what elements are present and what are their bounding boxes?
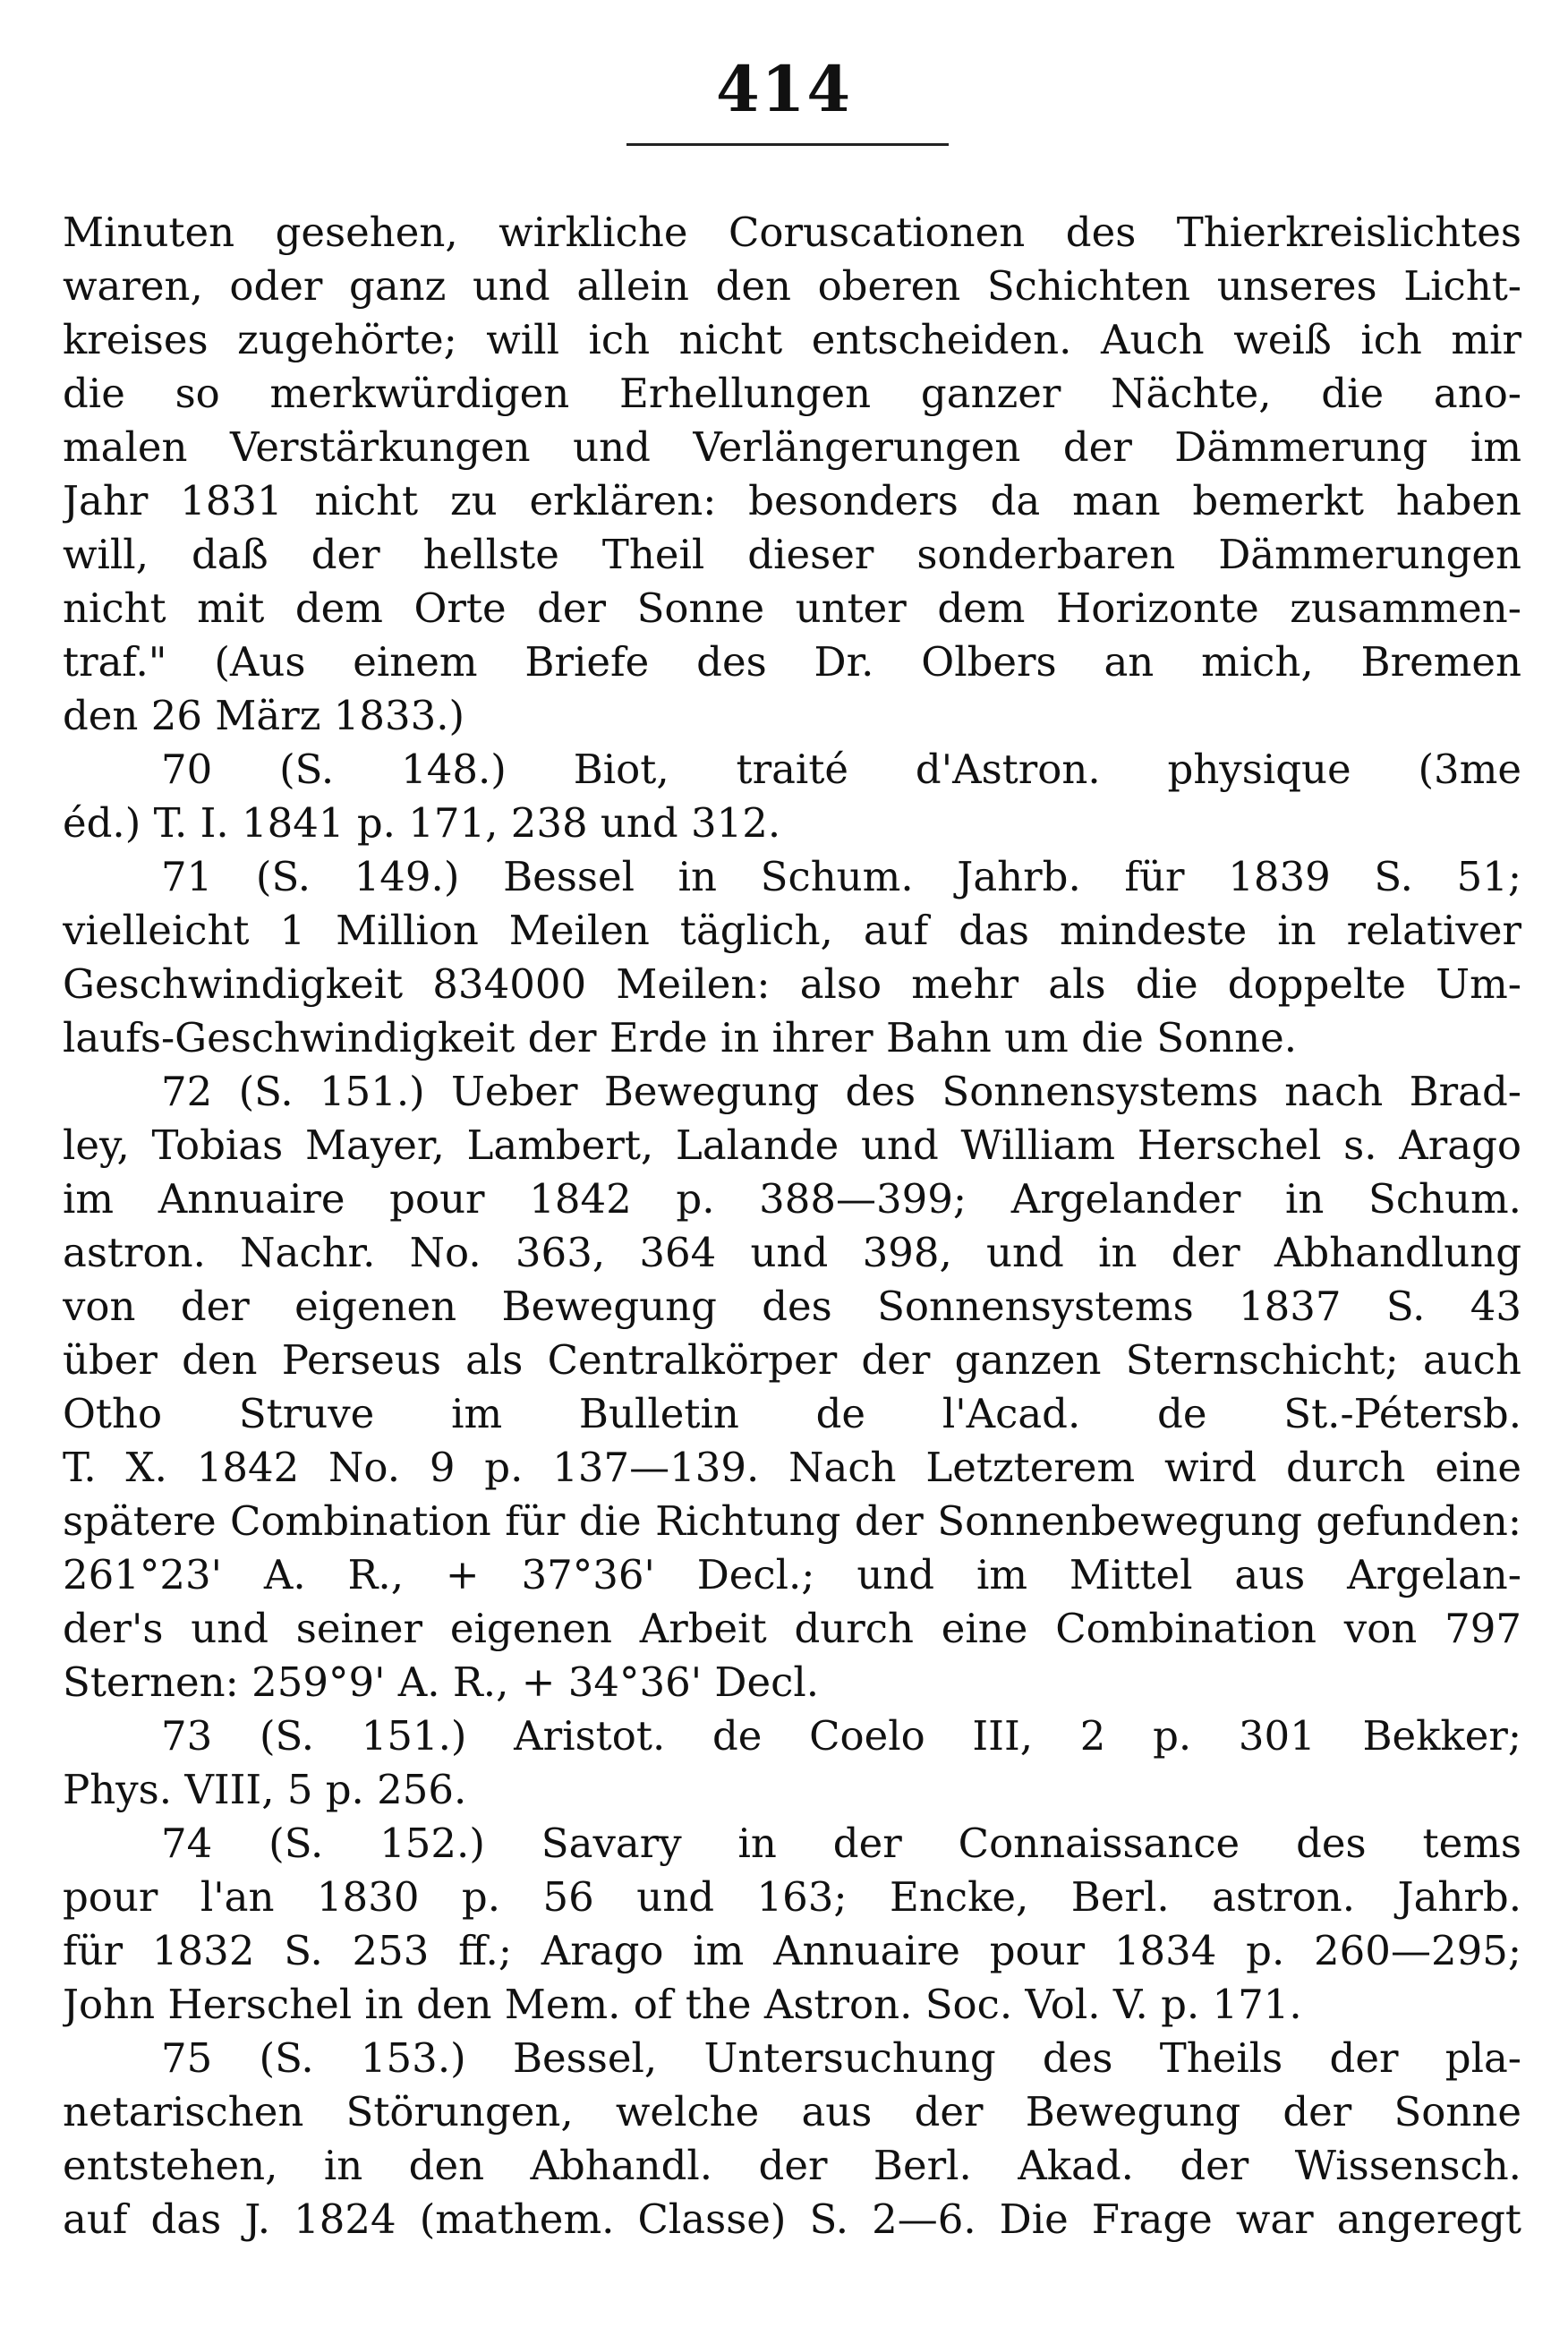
text-line: die so merkwürdigen Erhellungen ganzer Nächte, die ano-	[63, 370, 1521, 417]
page-number: 414	[715, 52, 853, 126]
text-line: malen Verstärkungen und Verlängerungen der Dämmerung im	[63, 423, 1521, 471]
text-line: Geschwindigkeit 834000 Meilen: also mehr als die doppelte Um-	[63, 960, 1521, 1008]
footnote-line: 72 (S. 151.) Ueber Bewegung des Sonnensystems nach Brad-	[161, 1068, 1521, 1115]
text-line: Minuten gesehen, wirkliche Coruscationen des Thierkreislichtes	[63, 209, 1521, 256]
text-line: netarischen Störungen, welche aus der Bewegung der Sonne	[63, 2088, 1521, 2135]
text-line: laufs-Geschwindigkeit der Erde in ihrer Bahn um die Sonne.	[63, 1014, 1298, 1061]
text-line: für 1832 S. 253 ff.; Arago im Annuaire pour 1834 p. 260—295;	[63, 1927, 1521, 1974]
text-line: nicht mit dem Orte der Sonne unter dem Horizonte zusammen-	[63, 584, 1521, 632]
text-line: waren, oder ganz und allein den oberen Schichten unseres Licht-	[63, 262, 1521, 310]
footnote-line: 75 (S. 153.) Bessel, Untersuchung des Theils der pla-	[161, 2034, 1521, 2082]
header-rule	[626, 143, 949, 146]
text-line: über den Perseus als Centralkörper der ganzen Sternschicht; auch	[63, 1336, 1521, 1384]
text-line: will, daß der hellste Theil dieser sonderbaren Dämmerungen	[63, 531, 1521, 578]
text-line: der's und seiner eigenen Arbeit durch eine Combination von 797	[63, 1605, 1521, 1652]
text-line: den 26 März 1833.)	[63, 692, 465, 739]
footnote-line: 71 (S. 149.) Bessel in Schum. Jahrb. für 1839 S. 51;	[161, 853, 1521, 900]
footnote-line: 73 (S. 151.) Aristot. de Coelo III, 2 p. 301 Bekker;	[161, 1712, 1521, 1760]
text-line: kreises zugehörte; will ich nicht entscheiden. Auch weiß ich mir	[63, 316, 1521, 363]
text-line: astron. Nachr. No. 363, 364 und 398, und in der Abhandlung	[63, 1229, 1521, 1276]
text-line: im Annuaire pour 1842 p. 388—399; Argelander in Schum.	[63, 1175, 1521, 1223]
text-line: vielleicht 1 Million Meilen täglich, auf das mindeste in relativer	[63, 907, 1521, 954]
text-line: traf." (Aus einem Briefe des Dr. Olbers an mich, Bremen	[63, 638, 1521, 686]
text-line: 261°23' A. R., + 37°36' Decl.; und im Mittel aus Argelan-	[63, 1551, 1521, 1598]
text-line: auf das J. 1824 (mathem. Classe) S. 2—6. Die Frage war angeregt	[63, 2195, 1521, 2243]
text-line: von der eigenen Bewegung des Sonnensystems 1837 S. 43	[63, 1283, 1521, 1330]
footnote-line: 70 (S. 148.) Biot, traité d'Astron. physique (3me	[161, 746, 1521, 793]
text-line: ley, Tobias Mayer, Lambert, Lalande und William Herschel s. Arago	[63, 1121, 1521, 1169]
text-line: Sternen: 259°9' A. R., + 34°36' Decl.	[63, 1658, 820, 1706]
text-line: spätere Combination für die Richtung der Sonnenbewegung gefunden:	[63, 1497, 1521, 1545]
text-line: T. X. 1842 No. 9 p. 137—139. Nach Letzterem wird durch eine	[63, 1444, 1521, 1491]
text-line: entstehen, in den Abhandl. der Berl. Akad. der Wissensch.	[63, 2142, 1521, 2189]
text-line: John Herschel in den Mem. of the Astron. Soc. Vol. V. p. 171.	[63, 1981, 1302, 2028]
footnote-line: 74 (S. 152.) Savary in der Connaissance des tems	[161, 1820, 1521, 1867]
text-line: Otho Struve im Bulletin de l'Acad. de St.-Pétersb.	[63, 1390, 1521, 1437]
body-text	[63, 206, 1521, 2246]
text-line: Phys. VIII, 5 p. 256.	[63, 1766, 467, 1813]
text-line: éd.) T. I. 1841 p. 171, 238 und 312.	[63, 799, 781, 847]
text-line: Jahr 1831 nicht zu erklären: besonders da man bemerkt haben	[63, 477, 1521, 524]
text-line: pour l'an 1830 p. 56 und 163; Encke, Berl. astron. Jahrb.	[63, 1873, 1521, 1921]
